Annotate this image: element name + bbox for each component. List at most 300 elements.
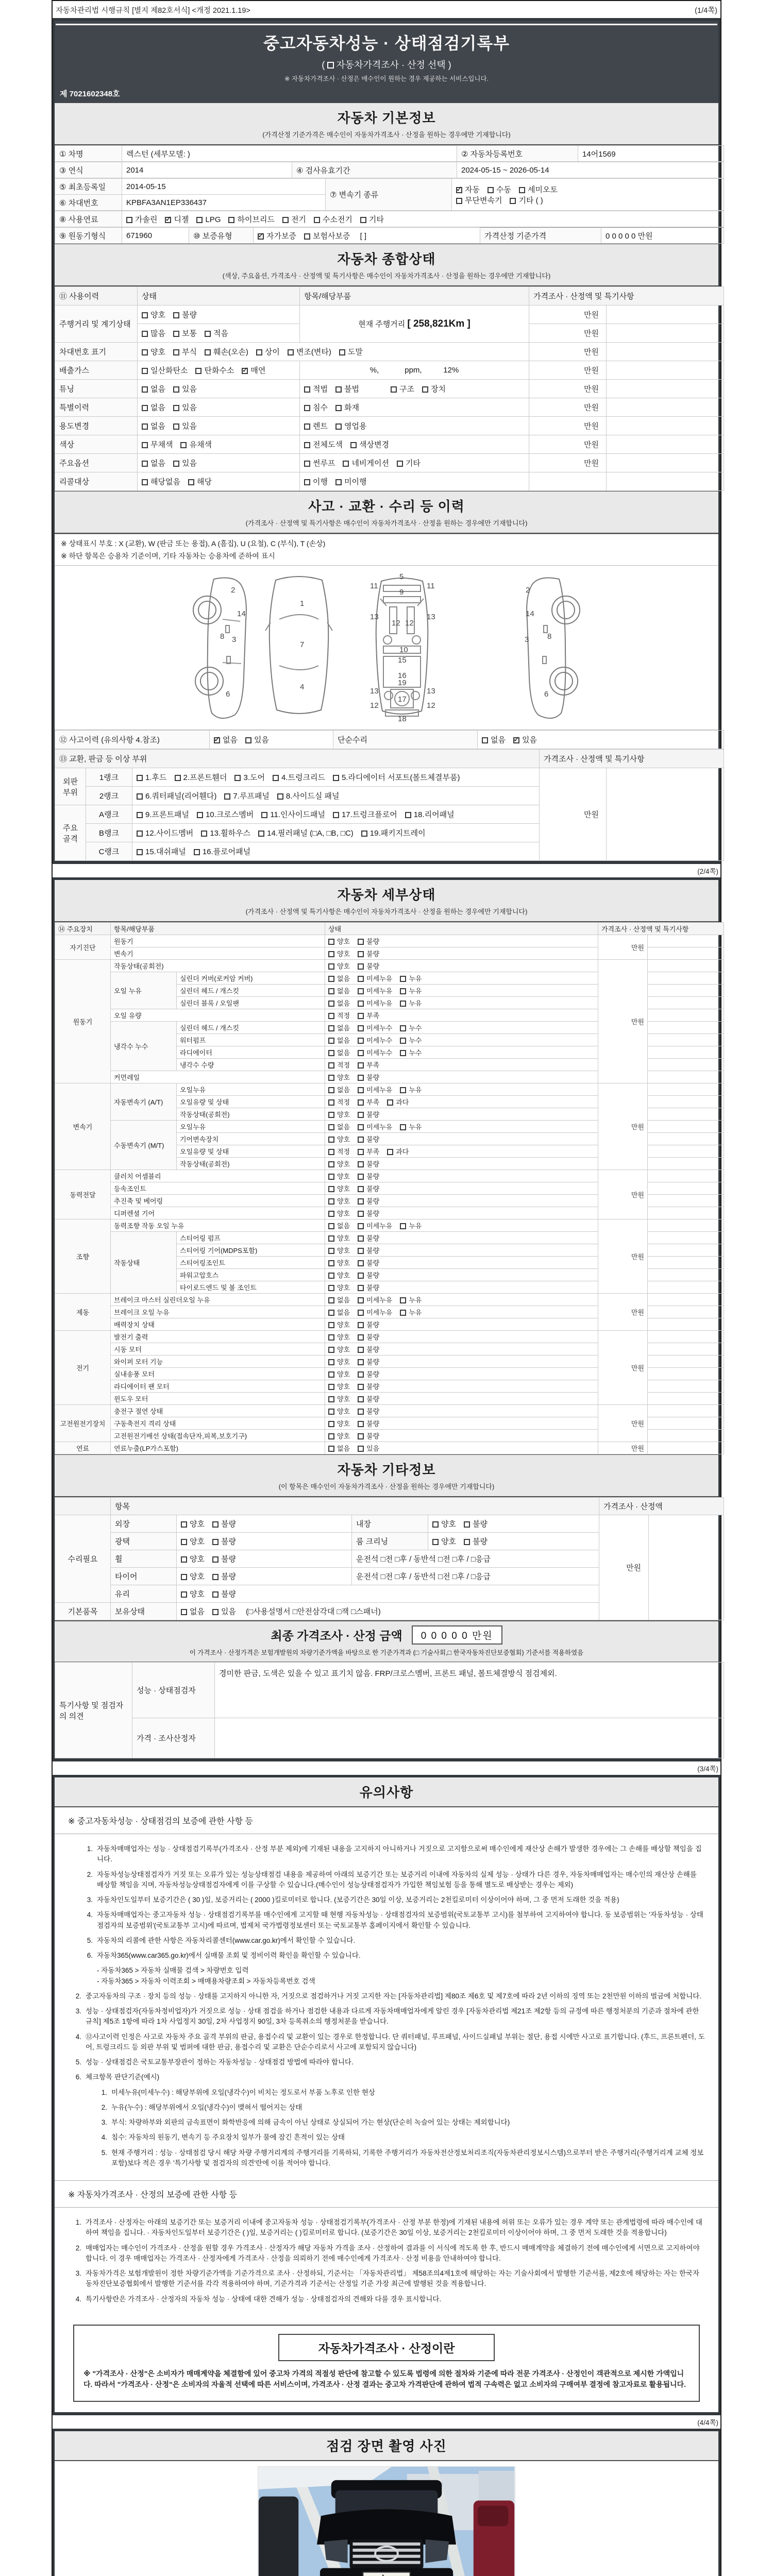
svg-text:5: 5 <box>399 572 404 581</box>
checkbox-group <box>328 1111 387 1118</box>
checkbox-checked <box>456 187 462 193</box>
checkbox-option: 부족 <box>358 1060 379 1070</box>
detail-item-label: 충전구 절연 상태 <box>111 1405 325 1417</box>
svg-text:13: 13 <box>370 687 379 696</box>
notice-item-text: 자동차가격은 보험개발원이 정한 차량기준가액을 기준가격으로 조사 · 산정하되, 기준서는 「자동차관리법」 제58조의4제1호에 해당하는 자는 기술사회에서 발행한 기준서를, 제2호에 해당하는 자는 한국자동차진단보증협회에서 발행한 기준서를 각각 적용하여야 하며, 기준가격과 기준서는 산정일 기준 가장 최근에 발행된 것을 적용합니다. <box>86 2269 700 2288</box>
checkbox-option: 렌트 <box>304 420 328 431</box>
detail-status-checks <box>325 1331 598 1343</box>
detail-item-label: 연료누출(LP가스포함) <box>111 1442 325 1454</box>
svg-text:13: 13 <box>427 613 435 621</box>
notice-item-number: 1. <box>75 2218 81 2226</box>
checkbox-option: 양호 <box>142 309 165 320</box>
checkbox-option: 훼손(오손) <box>205 346 248 357</box>
checkbox <box>328 1235 334 1242</box>
summary-row-note <box>607 380 724 398</box>
notice-item-number: 1. <box>87 1845 93 1853</box>
checkbox <box>328 1260 334 1266</box>
checkbox-option: 불량 <box>358 1171 379 1181</box>
notice-item-text: 특기사항란은 가격조사 · 산정자의 자동차 성능 · 상태에 대한 견해가 성능 · 상태점검자의 견해와 다를 경우 표시합니다. <box>86 2295 442 2303</box>
detail-item-label: 냉각수 수량 <box>177 1059 325 1071</box>
checkbox-group <box>456 196 510 205</box>
checkbox <box>400 1050 406 1056</box>
checkbox-group <box>328 975 429 982</box>
section-page1 <box>53 18 720 864</box>
checkbox <box>142 331 148 337</box>
mileage-status-row2 <box>138 324 300 343</box>
basic-info-title: 자동차 기본정보 <box>337 110 436 126</box>
checkbox-option: 불량 <box>358 1258 379 1267</box>
panel-item-checkbox: 19.패키지트레이 <box>361 827 426 838</box>
checkbox-option: 전체도색 <box>304 439 343 450</box>
detail-item-label: 클러치 어셈블리 <box>111 1170 325 1182</box>
notice-item <box>68 2243 705 2264</box>
checkbox-option: 양호 <box>328 1233 350 1243</box>
detail-item-label: 스티어링조인트 <box>177 1257 325 1269</box>
checkbox <box>358 1371 364 1378</box>
summary-row-checks <box>138 380 300 398</box>
checkbox <box>328 1174 334 1180</box>
checkbox-option: 없음 <box>328 1295 350 1304</box>
detail-group-price: 만원 <box>598 1170 648 1219</box>
fuel-label: ⑧ 사용연료 <box>55 211 122 227</box>
checkbox-option: 양호 <box>181 1536 205 1547</box>
checkbox <box>328 1149 334 1155</box>
summary-row-item <box>300 417 529 435</box>
detail-row-note <box>648 960 724 972</box>
panel-item-checkbox: 9.프론트패널 <box>137 809 189 820</box>
detail-group-label: 전기 <box>55 1331 111 1405</box>
checkbox-option: 구조 <box>391 383 414 394</box>
checkbox <box>142 423 148 430</box>
detail-status-checks <box>325 1009 598 1022</box>
checkbox-option: 이행 <box>304 476 328 487</box>
checkbox-option: 화재 <box>335 402 359 413</box>
summary-col-status: 상태 <box>138 287 300 306</box>
checkbox <box>358 1235 364 1242</box>
detail-row-note <box>648 1393 724 1405</box>
checkbox-option: 있음 <box>358 1443 379 1453</box>
price-option-checkbox-icon <box>327 62 334 69</box>
checkbox-option: 있음 <box>245 734 269 745</box>
checkbox <box>328 976 334 982</box>
checkbox-checked <box>258 233 264 240</box>
detail-row-note <box>648 1170 724 1182</box>
checkbox <box>304 461 310 467</box>
checkbox <box>328 1359 334 1365</box>
detail-status-checks <box>325 1244 598 1257</box>
checkbox <box>173 461 179 467</box>
checkbox-option: 불량 <box>212 1588 236 1599</box>
detail-item-label: 워터펌프 <box>177 1034 325 1046</box>
checkbox <box>333 812 339 818</box>
detail-status-checks <box>325 1232 598 1244</box>
checkbox <box>400 1124 406 1130</box>
detail-row-note <box>648 1257 724 1269</box>
summary-col-usage: ⑪ 사용이력 <box>55 287 138 306</box>
checkbox-option: 미세누유 <box>358 1295 392 1304</box>
checkbox <box>245 737 251 743</box>
notice-criteria-number: 2. <box>101 2103 107 2111</box>
checkbox-group <box>328 962 387 970</box>
detail-row-note <box>648 1368 724 1380</box>
checkbox <box>400 1038 406 1044</box>
checkbox-option: 적법 <box>304 383 328 394</box>
summary-row-label: 특별이력 <box>55 398 138 417</box>
detail-group-label: 원동기 <box>55 960 111 1083</box>
car-name-label: ① 차명 <box>55 146 122 162</box>
checkbox-option: 불량 <box>358 1332 379 1342</box>
table <box>55 1662 724 1758</box>
car-diagram-svg <box>165 570 608 724</box>
checkbox-group <box>142 459 205 468</box>
checkbox <box>194 849 200 855</box>
checkbox <box>400 976 406 982</box>
checkbox-option: 불량 <box>358 1196 379 1206</box>
checkbox-option: ✓ 없음 <box>214 734 238 745</box>
svg-text:17: 17 <box>398 695 407 704</box>
checkbox <box>181 1574 187 1580</box>
detail-group-price: 만원 <box>598 1294 648 1331</box>
svg-text:15: 15 <box>398 656 407 665</box>
detail-item-label: 라디에이터 <box>177 1046 325 1059</box>
checkbox-option: 없음 <box>328 1023 350 1032</box>
checkbox <box>358 1075 364 1081</box>
checkbox <box>358 1025 364 1031</box>
other-item-b-label: 내장 <box>352 1515 428 1533</box>
detail-status-checks <box>325 1306 598 1318</box>
checkbox-option: 없음 <box>482 734 506 745</box>
checkbox <box>358 1359 364 1365</box>
hold-status-checks: 없음 있음 (□사용설명서 □안전삼각대 □잭 □스패너) <box>177 1603 599 1620</box>
repair-needed-label: 수리필요 <box>55 1515 111 1603</box>
detail-row-note <box>648 1207 724 1219</box>
checkbox-option: 불량 <box>358 1134 379 1144</box>
detail-group-price: 만원 <box>598 1083 648 1170</box>
document-title: 중고자동차성능 · 상태점검기록부 <box>263 34 510 53</box>
detail-band <box>55 880 718 922</box>
checkbox <box>391 386 397 393</box>
detail-row-note <box>648 947 724 960</box>
checkbox-group <box>181 1537 244 1546</box>
checkbox-option: 양호 <box>328 1171 350 1181</box>
detail-status-checks <box>325 1269 598 1281</box>
checkbox-group <box>142 422 205 431</box>
checkbox-group <box>328 999 429 1007</box>
detail-status-checks <box>325 1281 598 1294</box>
summary-row-checks <box>138 417 300 435</box>
checkbox-group <box>328 1148 416 1156</box>
checkbox-option: 없음 <box>328 1443 350 1453</box>
detail-row-note <box>648 1269 724 1281</box>
detail-status-checks <box>325 1343 598 1355</box>
checkbox-option: 불량 <box>358 1233 379 1243</box>
other-note <box>649 1515 724 1620</box>
svg-text:13: 13 <box>370 613 379 621</box>
checkbox <box>273 775 279 781</box>
checkbox-option: 있음 <box>173 457 197 468</box>
detail-row-note <box>648 1022 724 1034</box>
detail-item-label: 디퍼렌셜 기어 <box>111 1207 325 1219</box>
title-header <box>55 21 718 103</box>
table <box>55 286 724 491</box>
checkbox-option: 양호 <box>328 1270 350 1280</box>
summary-col-item: 항목/해당부품 <box>300 287 529 306</box>
detail-item-label: 원동기 <box>111 935 325 947</box>
checkbox-option: 누수 <box>400 1035 422 1045</box>
other-table <box>55 1497 718 1620</box>
checkbox-option: 없음 <box>181 1606 205 1617</box>
detail-row-note <box>648 1281 724 1294</box>
checkbox <box>328 1446 334 1452</box>
other-subtitle: (이 항목은 매수인이 자동차가격조사 · 산정을 원하는 경우에만 기재합니다) <box>278 1483 495 1490</box>
notice-item <box>68 2072 705 2082</box>
checkbox-option: 양호 <box>181 1553 205 1564</box>
notice-item-text: 자동차365(www.car365.go.kr)에서 실매물 조회 및 정비이력 확인을 확인할 수 있습니다. <box>97 1952 361 1959</box>
detail-row-note <box>648 1108 724 1121</box>
detail-status-checks <box>325 997 598 1009</box>
car-damage-diagram <box>55 566 718 730</box>
summary-row-checks <box>138 361 300 380</box>
checkbox <box>195 368 201 374</box>
detail-subgroup-label: 수동변속기 (M/T) <box>111 1121 177 1170</box>
checkbox-option: 없음 <box>142 383 165 394</box>
checkbox-option: 불량 <box>358 1369 379 1379</box>
checkbox <box>181 1521 187 1528</box>
checkbox-group <box>304 422 374 431</box>
detail-row-note <box>648 1182 724 1195</box>
checkbox-option: 무단변속기 <box>456 195 502 206</box>
mileage-current: 현재 주행거리 [ 258,821Km ] <box>300 306 529 343</box>
panel-rank-label: B랭크 <box>86 824 132 842</box>
checkbox-group <box>328 1408 387 1415</box>
panel-rank-label: 2랭크 <box>86 787 132 805</box>
checkbox-option: 불량 <box>212 1536 236 1547</box>
checkbox-option: 미세누유 <box>358 1221 392 1230</box>
checkbox-option: 부식 <box>173 346 197 357</box>
detail-group-label: 자기진단 <box>55 935 111 960</box>
detail-subtitle: (가격조사 · 산정액 및 특기사항은 매수인이 자동차가격조사 · 산정을 원하는 경우에만 기재합니다) <box>245 908 528 916</box>
checkbox <box>181 1556 187 1563</box>
checkbox <box>358 1198 364 1205</box>
checkbox <box>234 775 241 781</box>
summary-row-note <box>607 361 724 380</box>
checkbox <box>304 233 310 240</box>
checkbox-group <box>304 459 428 468</box>
document-number: 제 7021602348호 <box>60 90 120 98</box>
checkbox <box>212 1574 219 1580</box>
page-number-2: (2/4쪽) <box>697 868 718 875</box>
checkbox-option: 색상변경 <box>350 439 389 450</box>
detail-item-label: 실린더 블록 / 오일팬 <box>177 997 325 1009</box>
summary-row-price <box>529 472 607 491</box>
checkbox <box>456 198 462 204</box>
summary-row-label: 배출가스 <box>55 361 138 380</box>
checkbox-option: 불량 <box>212 1571 236 1582</box>
checkbox-checked <box>214 737 220 743</box>
price-survey-explainer-box <box>73 2325 700 2402</box>
summary-row-label: 용도변경 <box>55 417 138 435</box>
price-survey-explainer-title: 자동차가격조사 · 산정이란 <box>278 2334 495 2361</box>
engine-type-label: ⑨ 원동기형식 <box>55 228 122 244</box>
notice-criteria-number: 3. <box>101 2119 107 2126</box>
checkbox-option: 양호 <box>328 1134 350 1144</box>
detail-item-label: 오일누유 <box>177 1121 325 1133</box>
summary-row-label: 주요옵션 <box>55 454 138 472</box>
checkbox-group <box>328 1037 429 1044</box>
checkbox <box>510 198 516 204</box>
checkbox <box>328 988 334 994</box>
summary-title: 자동차 종합상태 <box>337 251 436 267</box>
svg-text:18: 18 <box>398 715 407 723</box>
notice-item-text: 자동차매매업자는 중고자동차 성능 · 상태점검기록부를 매수인에게 고지할 때 현행 자동차성능 · 상태점검자의 보증범위(국토교통부 고시)를 첨부하여 고지하여야 합니다. 동 보증범위는 '자동차성능 · 상태점검자의 보증범위'(국토교통부 고시)에 따르며, 법제처 국가법령정보센터 또는 국토교통부 홈페이지에서 확인할 수 있습니다. <box>97 1911 703 1929</box>
checkbox <box>358 1186 364 1192</box>
detail-status-checks <box>325 1417 598 1430</box>
checkbox-group <box>328 1160 387 1168</box>
checkbox <box>328 1137 334 1143</box>
checkbox-group <box>328 1185 387 1193</box>
checkbox-option: 불량 <box>358 1270 379 1280</box>
checkbox <box>282 217 289 223</box>
form-header-line <box>53 1 720 18</box>
notice-criteria-text: 미세누유(미세누수) : 해당부위에 오일(냉각수)이 비치는 정도로서 부품 노후로 인한 현상 <box>111 2088 375 2096</box>
checkbox-option: 불량 <box>358 1319 379 1329</box>
detail-status-checks <box>325 935 598 947</box>
detail-col-device: ⑭ 주요장치 <box>55 923 111 935</box>
checkbox-group <box>328 1370 387 1378</box>
checkbox <box>328 1161 334 1167</box>
detail-item-label: 기어변속장치 <box>177 1133 325 1145</box>
checkbox-option: 누유 <box>400 1307 422 1317</box>
checkbox-option: 없음 <box>328 998 350 1008</box>
checkbox <box>173 349 179 355</box>
checkbox-group <box>328 1123 429 1131</box>
checkbox-group <box>328 1346 387 1353</box>
other-item-a-label: 외장 <box>111 1515 177 1533</box>
detail-item-label: 동력조향 작동 오일 누유 <box>111 1219 325 1232</box>
checkbox-option: 누수 <box>400 1047 422 1057</box>
checkbox-group <box>328 1049 429 1057</box>
warranty-type-label: ⑩ 보증유형 <box>189 228 254 244</box>
detail-row-note <box>648 972 724 985</box>
checkbox-option: 양호 <box>328 1245 350 1255</box>
checkbox-option: 없음 <box>328 1221 350 1230</box>
detail-status-checks <box>325 1096 598 1108</box>
checkbox-option: 불량 <box>358 1208 379 1218</box>
checkbox <box>328 1112 334 1118</box>
checkbox <box>304 442 310 448</box>
detail-status-checks <box>325 947 598 960</box>
detail-status-checks <box>325 1195 598 1207</box>
checkbox-group <box>142 440 220 449</box>
checkbox-option: 있음 <box>173 402 197 413</box>
reg-no-value: 14어1569 <box>578 146 724 162</box>
checkbox-group <box>456 185 565 194</box>
notice-criteria-item <box>94 2132 705 2143</box>
panel-item-checkbox: 15.대쉬패널 <box>137 846 186 857</box>
checkbox <box>328 1099 334 1106</box>
checkbox-option: 불법 <box>335 383 359 394</box>
checkbox <box>137 849 143 855</box>
opinion-text: 경미한 판금, 도색은 있을 수 있고 표기치 않음. FRP/크로스멤버, 프론트 패널, 볼트체결방식 점검제외. <box>215 1663 724 1718</box>
detail-item-label: 오일누유 <box>177 1083 325 1096</box>
notice-criteria-number: 1. <box>101 2088 107 2096</box>
checkbox <box>212 1591 219 1598</box>
notice-item-number: 5. <box>87 1936 93 1944</box>
notice-item <box>79 1895 705 1905</box>
checkbox <box>212 1539 219 1545</box>
notice-item-text: 매매업자는 매수인이 가격조사 · 산정을 원할 경우 가격조사 · 산정자가 해당 자동차 가격을 조사 · 산정하여 결과를 이 서식에 적도록 한 후, 반드시 매매계약을 체결하기 전에 매수인에게 서면으로 고지하여야 합니다. 이 경우 매매업자는 가격조사 · 산정자에게 가격조사 · 산정을 의뢰하기 전에 매수인에게 가격조사 · 산정 비용을 안내하여야 합니다. <box>86 2244 700 2262</box>
checkbox <box>328 1297 334 1303</box>
checkbox-group <box>142 478 220 486</box>
svg-text:4: 4 <box>300 683 305 691</box>
panel-item-checkbox: 7.루프패널 <box>224 790 269 801</box>
checkbox <box>188 479 194 485</box>
checkbox-option: 없음 <box>328 986 350 995</box>
detail-status-checks <box>325 1170 598 1182</box>
detail-row-note <box>648 997 724 1009</box>
other-item-a-label: 타이어 <box>111 1568 177 1585</box>
checkbox-group <box>328 1395 387 1403</box>
panel-item-checkbox: 14.필러패널 (□A, □B, □C) <box>258 827 354 838</box>
other-item-a-label: 유리 <box>111 1585 177 1603</box>
summary-col-price: 가격조사 · 산정액 및 특기사항 <box>529 287 724 306</box>
checkbox-group <box>181 1607 244 1616</box>
accident-subtitle: (가격조사 · 산정액 및 특기사항은 매수인이 자동차가격조사 · 산정을 원하는 경우에만 기재합니다) <box>245 519 528 527</box>
checkbox <box>328 1396 334 1402</box>
checkbox-option: 가솔린 <box>126 214 157 225</box>
checkbox-option: ✓ 매연 <box>242 365 265 376</box>
detail-row-note <box>648 1009 724 1022</box>
basic-info-subtitle: (가격산정 기준가격은 매수인이 자동차가격조사 · 산정을 원하는 경우에만 기재합니다) <box>262 131 511 139</box>
checkbox-option: 불량 <box>464 1518 488 1529</box>
checkbox <box>358 1396 364 1402</box>
mileage-note-1 <box>607 306 724 324</box>
panel-item-checkbox: 2.프론트휀더 <box>175 772 227 783</box>
summary-row-price: 만원 <box>529 380 607 398</box>
checkbox-group <box>328 1259 387 1267</box>
checkbox-option: 부족 <box>358 1097 379 1107</box>
checkbox <box>358 1421 364 1427</box>
checkbox <box>328 1050 334 1056</box>
checkbox <box>328 1273 334 1279</box>
checkbox <box>358 1050 364 1056</box>
detail-group-label: 제동 <box>55 1294 111 1331</box>
panel-item-checkbox: 16.플로어패널 <box>194 846 250 857</box>
notice-item-number: 2. <box>75 1992 81 2000</box>
panel-item-checkbox: 6.쿼터패널(리어휀다) <box>137 790 216 801</box>
checkbox <box>328 1421 334 1427</box>
checkbox <box>432 1539 439 1545</box>
checkbox-option: 장치 <box>422 383 446 394</box>
summary-row-checks <box>138 472 300 491</box>
checkbox-option: 없음 <box>142 420 165 431</box>
checkbox-option: 하이브리드 <box>228 214 274 225</box>
detail-item-label: 배력장치 상태 <box>111 1318 325 1331</box>
opinion-who-label: 성능 · 상태점검자 <box>132 1663 215 1718</box>
checkbox-option: 도말 <box>339 346 363 357</box>
other-item-a-checks <box>177 1515 352 1533</box>
notice-item-number: 2. <box>87 1870 93 1878</box>
notice-sec1-body <box>55 1834 718 2181</box>
checkbox-option: 양호 <box>328 1332 350 1342</box>
checkbox-option: 누유 <box>400 1122 422 1131</box>
checkbox-option: 누유 <box>400 973 422 983</box>
simple-repair-label: 단순수리 <box>333 731 478 749</box>
checkbox-option: 누유 <box>400 1221 422 1230</box>
checkbox <box>142 349 148 355</box>
notice-sec1-head: ※ 중고자동차성능 · 상태점검의 보증에 관한 사항 등 <box>55 1807 718 1834</box>
detail-status-checks <box>325 1046 598 1059</box>
